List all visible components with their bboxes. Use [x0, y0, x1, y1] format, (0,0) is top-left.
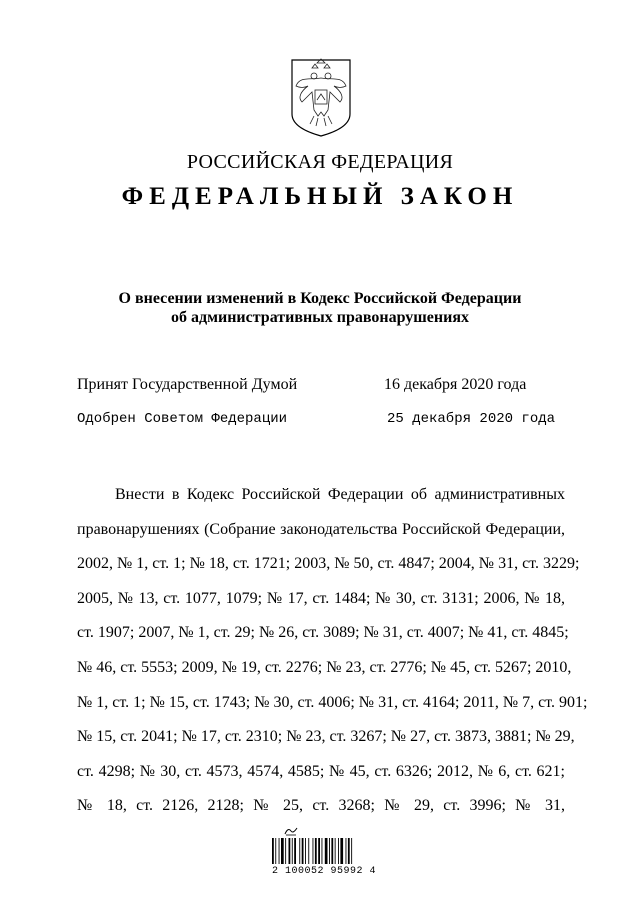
duma-adoption-label: Принят Государственной Думой: [77, 376, 298, 393]
body-line: Внести в Кодекс Российской Федерации об административных: [115, 486, 565, 503]
law-title-line-2: об административных правонарушениях: [171, 309, 469, 326]
body-line: № 46, ст. 5553; 2009, № 19, ст. 2276; № 23, ст. 2776; № 45, ст. 5267; 2010,: [77, 658, 572, 676]
law-title-line-1: О внесении изменений в Кодекс Российской Федерации: [118, 290, 522, 307]
body-line: правонарушениях (Собрание законодательства Российской Федерации,: [77, 520, 565, 538]
body-line: 2002, № 1, ст. 1; № 18, ст. 1721; 2003, № 50, ст. 4847; 2004, № 31, ст. 3229;: [77, 555, 580, 573]
document-type-heading: ФЕДЕРАЛЬНЫЙ ЗАКОН: [121, 183, 519, 210]
coat-of-arms-icon: [288, 58, 354, 138]
law-body-text: [77, 478, 588, 824]
barcode-number: 2 100052 95992 4: [272, 866, 377, 877]
barcode-icon: [270, 838, 370, 868]
country-heading: РОССИЙСКАЯ ФЕДЕРАЦИЯ: [186, 151, 454, 173]
council-approval-date: 25 декабря 2020 года: [387, 411, 556, 427]
body-line: № 18, ст. 2126, 2128; № 25, ст. 3268; № 29, ст. 3996; № 31,: [77, 797, 565, 815]
body-line: № 1, ст. 1; № 15, ст. 1743; № 30, ст. 4006; № 31, ст. 4164; 2011, № 7, ст. 901;: [77, 693, 588, 711]
law-title: [0, 289, 640, 327]
body-line: ст. 4298; № 30, ст. 4573, 4574, 4585; № 45, ст. 6326; 2012, № 6, ст. 621;: [77, 762, 565, 780]
body-line: ст. 1907; 2007, № 1, ст. 29; № 26, ст. 3089; № 31, ст. 4007; № 41, ст. 4845;: [77, 624, 569, 642]
duma-adoption-date: 16 декабря 2020 года: [384, 376, 527, 393]
handwritten-mark-icon: [284, 826, 298, 836]
council-approval-label: Одобрен Советом Федерации: [77, 411, 288, 427]
body-line: 2005, № 13, ст. 1077, 1079; № 17, ст. 1484; № 30, ст. 3131; 2006, № 18,: [77, 589, 565, 607]
body-line: № 15, ст. 2041; № 17, ст. 2310; № 23, ст. 3267; № 27, ст. 3873, 3881; № 29,: [77, 728, 575, 746]
